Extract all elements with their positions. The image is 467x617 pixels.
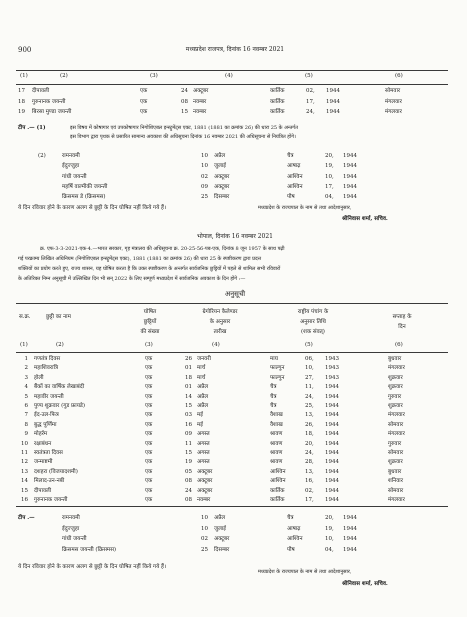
saka-year: 1944 [326,88,340,94]
saka-day: 13, [305,468,314,475]
holiday-count: एक [145,374,153,381]
greg-month: अक्टूबर [214,183,230,190]
saka-day: 06, [305,356,314,362]
holiday-count: एक [145,450,153,456]
holiday-name: ईद-उल-फित्र [34,412,59,419]
table1-header-rule [16,84,448,85]
row-number: 7 [24,412,28,419]
weekday: मंगलवार [388,497,405,503]
note-holiday-name: महर्षि वाल्मीकी जयन्ती [62,183,108,190]
weekday: मंगलवार [388,431,405,438]
saka-day: 16, [305,478,314,485]
saka-day: 27, [305,374,314,381]
saka-year: 1944 [325,487,339,494]
row-number: 8 [24,421,28,428]
saka-month: आश्विन [287,173,303,180]
greg-month: मई [197,412,203,419]
saka-year: 1944 [325,478,339,485]
holiday-count: एक [145,478,153,485]
holiday-count: एक [145,440,153,447]
greg-day: 24 [181,88,188,94]
row-number: 2 [24,365,28,372]
note2-label: टीप .— [18,515,35,521]
weekday: मंगलवार [388,412,405,419]
note-holiday-name: रामनवमी [62,515,80,521]
greg-day: 15 [185,450,192,456]
greg-day: 10 [201,163,208,170]
holiday-count: एक [140,88,148,94]
greg-day: 19 [185,459,192,466]
greg-month: मार्च [197,365,206,372]
row-number: 5 [24,393,28,400]
greg-day: 08 [185,478,192,485]
row-number: 11 [21,450,28,456]
saka-day: 02, [305,487,314,494]
greg-day: 10 [201,525,208,532]
col-header-greg-3: तारीख [213,329,227,335]
saka-day: 10, [325,536,334,542]
col-header-saka-3: (शक संवत्) [301,329,325,335]
saka-year: 1943 [325,374,339,381]
saka-month: आषाढ़ [287,525,301,532]
holiday-name: बिरसा मुण्डा जयन्ती [32,109,72,115]
note2-footer: ये दिन रविवार होने के कारण अलग से छुट्टी के दिन घोषित नहीं किये गये हैं। [18,564,167,570]
row-number: 6 [24,403,28,409]
note1-footer: ये दिन रविवार होने के कारण अलग से छुट्टी के दिन घोषित नहीं किये गये हैं। [18,205,167,211]
greg-month: मई [197,421,203,428]
row-number: 19 [18,109,25,115]
greg-month: नवम्बर [193,109,207,115]
saka-year: 1944 [325,403,339,409]
saka-day: 10, [305,365,314,372]
holiday-name: मोहर्रम [34,431,48,438]
saka-month: वैशाख [270,412,283,419]
holiday-name: महाशिवरात्रि [34,365,58,372]
weekday: मंगलवार [385,109,402,115]
greg-day: 25 [201,194,208,201]
column-number: (3) [145,342,153,348]
saka-month: चैत्र [287,515,294,521]
greg-day: 02 [201,173,208,180]
table1-top-rule [16,70,448,71]
saka-month: श्रावण [270,440,283,447]
saka-month: वैशाख [270,421,283,428]
greg-day: 08 [185,497,192,503]
greg-month: अप्रैल [197,384,209,391]
weekday: शुक्रवार [388,403,403,409]
weekday: सोमवार [385,88,401,94]
greg-month: अक्टूबर [214,173,230,180]
weekday: शुक्रवार [388,374,403,381]
row-number: 15 [21,487,28,494]
saka-year: 1944 [325,440,339,447]
saka-month: पौष [287,194,295,201]
saka-month: चैत्र [270,393,277,400]
saka-year: 1944 [343,163,357,170]
saka-year: 1943 [325,356,339,362]
greg-month: अगस्त [197,459,210,466]
holiday-count: एक [145,487,153,494]
holiday-count: एक [145,468,153,475]
saka-month: फाल्गुन [270,374,285,381]
saka-day: 20, [305,440,314,447]
saka-year: 1944 [325,468,339,475]
greg-month: अगस्त [197,450,210,456]
holiday-count: एक [145,403,153,409]
note-holiday-name: गांधी जयन्ती [62,173,87,180]
saka-year: 1944 [325,412,339,419]
saka-month: फाल्गुन [270,365,285,372]
greg-month: दिसम्बर [214,194,230,201]
greg-day: 02 [201,536,208,542]
saka-year: 1944 [343,183,357,190]
row-number: 14 [21,478,28,485]
saka-month: चैत्र [270,403,277,409]
greg-day: 24 [185,487,192,494]
col-header-count-3: की संख्या [140,329,160,335]
row-number: 17 [18,88,25,94]
weekday: मंगलवार [385,98,402,105]
column-number: (5) [305,342,313,348]
saka-month: आश्विन [287,183,303,190]
saka-month: कार्तिक [270,497,285,503]
greg-day: 05 [185,468,192,475]
greg-day: 09 [185,431,192,438]
signature1-name: श्रीनिवास शर्मा, सचिव. [342,216,388,222]
greg-day: 10 [201,153,208,159]
holiday-count: एक [145,497,153,503]
greg-day: 10 [201,515,208,521]
saka-year: 1944 [343,194,357,201]
saka-month: श्रावण [270,459,283,466]
note-holiday-name: गांधी जयन्ती [62,536,87,542]
weekday: सोमवार [388,450,404,456]
saka-day: 25, [305,403,314,409]
weekday: गुरुवार [388,393,402,400]
greg-month: अक्टूबर [197,478,213,485]
saka-year: 1944 [343,515,357,521]
note1-label: टीप .— (1) [18,125,46,131]
col-header-count-2: छुट्टियों [143,319,157,325]
saka-month: कार्तिक [270,487,285,494]
row-number: 13 [21,468,28,475]
holiday-name: रक्षाबंधन [34,440,52,447]
holiday-count: एक [145,365,153,372]
holiday-name: गुरुनानक जयन्ती [34,497,68,503]
holiday-count: एक [145,412,153,419]
note1-sub-label: (2) [38,153,46,159]
column-number: (6) [395,73,403,79]
notification-para-line2: गई परक्राम्य लिखित अधिनियम (निगोशिएबल इन्स्ट्रूमेंट्स एक्ट), 1881 (1881 का क्रमांक 26) की धारा 25 के स्पष्टीकरण द्वारा प्रदत्त [18,256,262,262]
row-number: 10 [21,440,28,447]
greg-day: 16 [185,421,192,428]
saka-day: 17, [306,98,315,105]
saka-year: 1944 [325,384,339,391]
dateline: भोपाल, दिनांक 16 नवम्बर 2021 [197,233,273,240]
column-number: (3) [150,73,158,79]
greg-month: जनवरी [197,356,211,362]
note-holiday-name: क्रिसमस जयन्ती (क्रिसमस) [62,546,117,553]
column-number: (1) [20,342,28,348]
col-header-sno: स.क्र. [19,314,31,320]
saka-year: 1944 [326,109,340,115]
weekday: गुरुवार [388,440,402,447]
greg-month: अगस्त [197,431,210,438]
holiday-name: बुद्ध पूर्णिमा [34,421,57,428]
weekday: शनिवार [388,478,403,485]
col-header-weekday-1: सप्ताह के [392,314,412,320]
saka-month: कार्तिक [270,109,285,115]
col-header-saka-2: अनुसार तिथि [300,319,326,325]
row-number: 3 [24,374,28,381]
holiday-name: गुरुनानक जयन्ती [32,98,66,105]
weekday: सोमवार [388,487,404,494]
page-number: 900 [18,46,32,54]
greg-day: 25 [201,546,208,553]
saka-year: 1944 [343,546,357,553]
holiday-count: एक [145,421,153,428]
holiday-name: दशहरा (विजयादशमी) [34,468,78,475]
row-number: 18 [18,98,25,105]
weekday: शुक्रवार [388,384,403,391]
col-header-count-1: घोषित [143,309,157,315]
column-number: (2) [60,73,68,79]
saka-day: 04, [325,194,334,201]
holiday-count: एक [145,393,153,400]
table2-bottom-rule [16,506,448,507]
note1-line1: इस विषय में कोषागार एवं उपकोषागार निगोशिएबल इन्स्ट्रूमेंट्स एक्ट, 1881 (1881 का क्रमांक 26) की धारा 25 के अन्तर्गत [70,125,298,131]
greg-month: अक्टूबर [197,468,213,475]
holiday-name: गणतंत्र दिवस [34,356,61,362]
note-holiday-name: रामनवमी [62,153,80,159]
holiday-count: एक [145,356,153,362]
signature2-name: श्रीनिवास शर्मा, सचिव. [342,581,388,587]
col-header-greg-1: ग्रेगोरियन कैलेण्डर [202,309,238,315]
holiday-name: दीपावली [32,88,50,94]
saka-day: 10, [325,173,334,180]
col-header-weekday-2: दिन [398,324,406,330]
greg-month: अप्रैल [214,515,226,521]
greg-month: नवम्बर [197,497,211,503]
saka-month: आश्विन [270,468,286,475]
col-header-name: छुट्टी का नाम [46,314,71,320]
note-holiday-name: क्रिसमस डे (क्रिसमस) [62,194,106,201]
table2-header-rule [16,352,448,353]
column-number: (4) [212,342,220,348]
saka-day: 19, [325,163,334,170]
signature2-line1: मध्यप्रदेश के राज्यपाल के नाम से तथा आदेशानुसार, [258,569,352,575]
saka-day: 13, [305,412,314,419]
greg-day: 08 [181,98,188,105]
greg-day: 09 [201,183,208,190]
greg-month: अक्टूबर [197,487,213,494]
holiday-name: स्वतंत्रता दिवस [34,450,63,456]
saka-month: श्रावण [270,431,283,438]
note-holiday-name: ईदुज्जुहा [62,163,80,170]
greg-day: 11 [185,440,192,447]
weekday: सोमवार [388,421,404,428]
column-number: (2) [56,342,64,348]
holiday-name: पुण्य शुक्रवार (गुड फ्रायडे) [34,403,85,409]
schedule-title: अनुसूची [224,290,246,298]
greg-month: अप्रैल [197,393,209,400]
saka-day: 11, [305,384,314,391]
saka-day: 24, [305,393,314,400]
greg-day: 01 [185,384,192,391]
greg-month: अप्रैल [197,403,209,409]
saka-day: 26, [305,421,314,428]
greg-day: 26 [185,356,192,362]
greg-month: अक्टूबर [193,88,209,94]
greg-day: 15 [185,403,192,409]
saka-day: 20, [325,515,334,521]
holiday-count: एक [145,384,153,391]
note1-line2: इस विभाग द्वारा पृथक से प्रसारित सामान्य अवकाश की अधिसूचना दिनांक 16 नवम्बर 2021 की अधिसूचना से नियंत्रित होंगे। [70,134,296,140]
saka-day: 02, [306,88,315,94]
weekday: बुधवार [388,468,402,475]
saka-year: 1944 [343,525,357,532]
greg-month: अगस्त [197,440,210,447]
holiday-count: एक [145,459,153,466]
column-number: (1) [20,73,28,79]
saka-year: 1944 [325,450,339,456]
holiday-name: मिलाद-उन-नबी [34,478,65,485]
saka-year: 1944 [325,421,339,428]
saka-day: 17, [305,497,314,503]
page-header-title: मध्यप्रदेश राजपत्र, दिनांक 16 नवम्बर 2021 [185,46,285,53]
row-number: 12 [21,459,28,466]
saka-year: 1944 [325,393,339,400]
saka-month: कार्तिक [270,98,285,105]
saka-year: 1944 [343,173,357,180]
greg-day: 01 [185,365,192,372]
greg-day: 18 [185,374,192,381]
saka-day: 04, [325,546,334,553]
holiday-name: होली [34,374,44,381]
holiday-name: बैंकों का वार्षिक लेखाबंदी [34,384,85,391]
notification-para-line1: क्र. एफ-3-3-2021-एक-4.—भारत सरकार, गृह मंत्रालय की अधिसूचना क्र. 20-25-56-पब-एक, दिनांक 8 जून 1957 के साथ पढ़ी [40,246,285,252]
row-number: 4 [24,384,28,391]
holiday-count: एक [140,98,148,105]
greg-month: अक्टूबर [214,536,230,542]
saka-year: 1944 [325,431,339,438]
column-number: (6) [395,342,403,348]
saka-month: चैत्र [270,384,277,391]
saka-month: चैत्र [287,153,294,159]
holiday-name: दीपावली [34,487,52,494]
holiday-name: जन्माष्टमी [34,459,53,466]
greg-month: नवम्बर [193,98,207,105]
holiday-name: महावीर जयन्ती [34,393,64,400]
greg-month: अप्रैल [214,153,226,159]
column-number: (5) [305,73,313,79]
greg-month: जुलाई [214,163,226,170]
saka-year: 1944 [343,536,357,542]
greg-day: 03 [185,412,192,419]
saka-month: श्रावण [270,450,283,456]
greg-month: दिसम्बर [214,546,230,553]
saka-year: 1944 [343,153,357,159]
holiday-count: एक [145,431,153,438]
greg-day: 14 [185,393,192,400]
notification-para-line4: के अतिरिक्त निम्न अनुसूची में उल्लिखित दिन भी सन् 2022 के लिए सम्पूर्ण मध्यप्रदेश में सार्वजनिक अवकाश के दिन होंगे :— [18,276,246,282]
row-number: 9 [24,431,28,438]
saka-month: पौष [287,546,295,553]
weekday: मंगलवार [388,365,405,372]
greg-month: जुलाई [214,525,226,532]
saka-year: 1944 [325,459,339,466]
saka-year: 1944 [325,497,339,503]
saka-month: माघ [270,356,278,362]
greg-month: मार्च [197,374,206,381]
saka-month: आषाढ़ [287,163,301,170]
saka-day: 17, [325,183,334,190]
saka-day: 19, [325,525,334,532]
notification-para-line3: शक्तियों का प्रयोग करते हुए, राज्य शासन, यह घोषित करता है कि उक्त स्पष्टीकरण के अन्तर्गत सार्वजनिक छुट्टियों में पहले से शामिल सभी रविवारों [18,266,281,272]
note-holiday-name: ईदुज्जुहा [62,525,80,532]
column-number: (4) [225,73,233,79]
saka-month: कार्तिक [270,88,285,94]
saka-day: 24, [306,109,315,115]
saka-day: 24, [305,450,314,456]
table2-top-rule [16,303,448,304]
col-header-greg-2: के अनुसार [209,319,231,325]
row-number: 1 [24,356,28,362]
saka-month: आश्विन [270,478,286,485]
signature1-line1: मध्यप्रदेश के राज्यपाल के नाम से तथा आदेशानुसार, [258,205,352,211]
weekday: बुधवार [388,356,402,362]
saka-month: आश्विन [287,536,303,542]
greg-day: 15 [181,109,188,115]
holiday-count: एक [140,109,148,115]
saka-year: 1944 [326,98,340,105]
saka-year: 1943 [325,365,339,372]
saka-day: 20, [325,153,334,159]
row-number: 16 [21,497,28,503]
col-header-saka-1: राष्ट्रीय पंचांग के [297,309,329,315]
saka-day: 18, [305,431,314,438]
saka-day: 28, [305,459,314,466]
weekday: शुक्रवार [388,459,403,466]
